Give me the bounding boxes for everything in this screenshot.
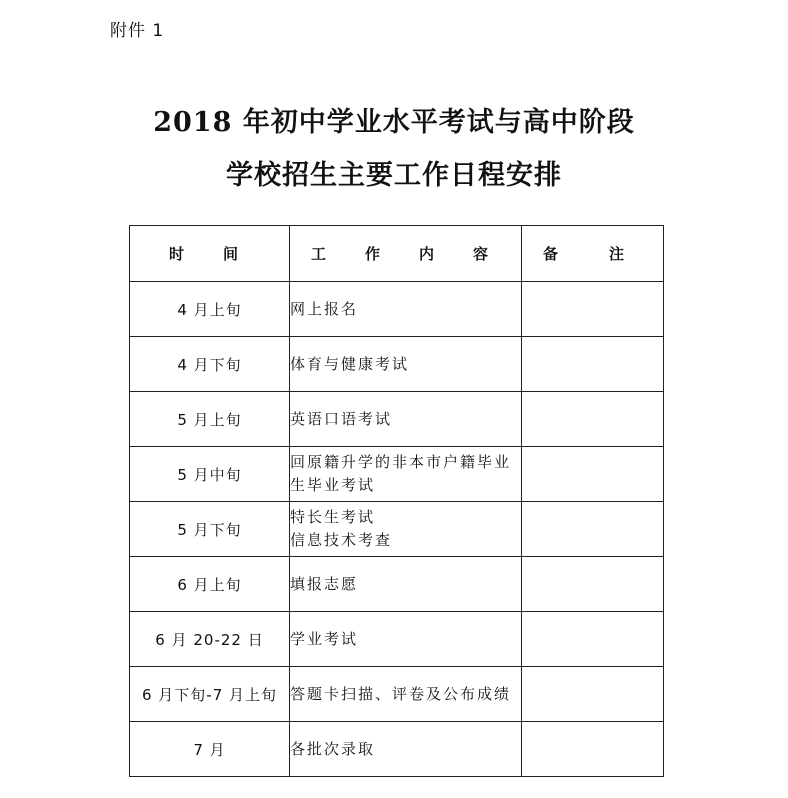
document-title-line-1: 2018 年初中学业水平考试与高中阶段 (153, 107, 635, 138)
row-note (522, 557, 664, 612)
row-time: 6 月 20-22 日 (130, 612, 290, 667)
table-row (130, 612, 664, 667)
row-note (522, 502, 664, 557)
row-work: 英语口语考试 (290, 392, 522, 447)
header-work-label: 工 作 内 容 (310, 245, 500, 263)
table-row (130, 282, 664, 337)
row-note (522, 337, 664, 392)
header-note (522, 226, 664, 282)
row-time: 6 月上旬 (130, 557, 290, 612)
row-time: 5 月下旬 (130, 502, 290, 557)
row-time: 5 月上旬 (130, 392, 290, 447)
row-work: 特长生考试 信息技术考查 (290, 502, 522, 557)
row-note (522, 612, 664, 667)
row-work: 网上报名 (290, 282, 522, 337)
table-header-row (130, 226, 664, 282)
row-work: 各批次录取 (290, 722, 522, 777)
row-work: 答题卡扫描、评卷及公布成绩 (290, 667, 522, 722)
row-work: 回原籍升学的非本市户籍毕业生毕业考试 (290, 447, 522, 502)
document-title-line-2: 学校招生主要工作日程安排 (226, 160, 562, 191)
header-time-label: 时 间 (168, 245, 250, 263)
row-work: 体育与健康考试 (290, 337, 522, 392)
table-row (130, 557, 664, 612)
row-time: 4 月上旬 (130, 282, 290, 337)
table-row (130, 447, 664, 502)
row-note (522, 282, 664, 337)
row-time: 4 月下旬 (130, 337, 290, 392)
table-row (130, 502, 664, 557)
header-work (290, 226, 522, 282)
table-row (130, 722, 664, 777)
row-note (522, 447, 664, 502)
row-work: 学业考试 (290, 612, 522, 667)
table-row (130, 337, 664, 392)
attachment-label: 附件 1 (110, 21, 165, 41)
header-time (130, 226, 290, 282)
header-note-label: 备 注 (542, 245, 642, 263)
row-time: 6 月下旬-7 月上旬 (130, 667, 290, 722)
row-time: 5 月中旬 (130, 447, 290, 502)
row-time: 7 月 (130, 722, 290, 777)
table-row (130, 392, 664, 447)
row-note (522, 667, 664, 722)
schedule-table (129, 225, 664, 777)
row-note (522, 392, 664, 447)
row-work: 填报志愿 (290, 557, 522, 612)
row-note (522, 722, 664, 777)
table-row (130, 667, 664, 722)
